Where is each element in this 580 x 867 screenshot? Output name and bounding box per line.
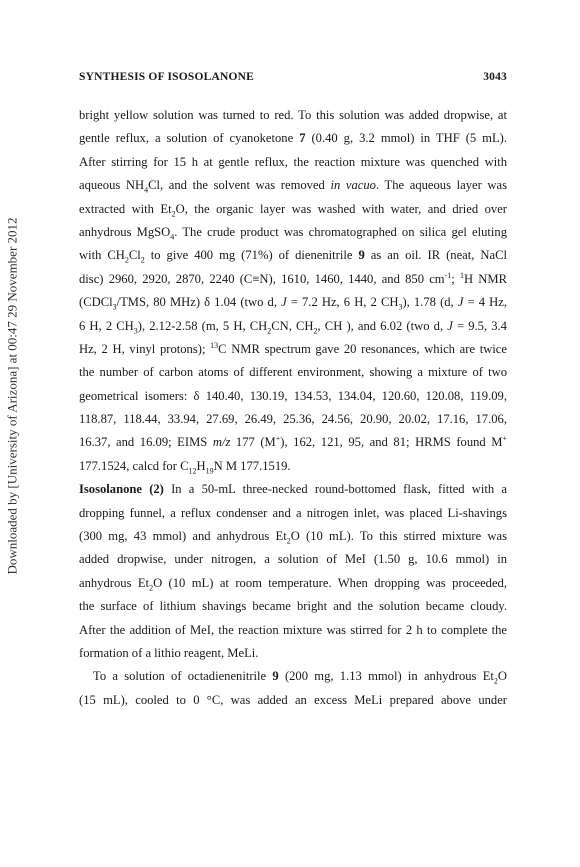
text-line: the surface of lithium shavings became bright and the solution became cloudy. <box>79 599 507 614</box>
text-line: After stirring for 15 h at gentle reflux, the reaction mixture was quenched with <box>79 154 507 169</box>
download-notice <box>6 176 20 616</box>
text-line: geometrical isomers: δ 140.40, 130.19, 134.53, 134.04, 120.60, 120.08, 119.09, <box>79 388 507 403</box>
text-line: Hz, 2 H, vinyl protons); $^{13}$C NMR spectrum gave 20 resonances, which are twice <box>79 340 507 356</box>
compound-ref: 7 <box>299 131 306 146</box>
text-line: anhydrous $Et_2O$ (10 mL) at room temperature. When dropping was proceeded, <box>79 575 507 593</box>
text-line: dropping funnel, a reflux condenser and a nitrogen inlet, was placed Li-shavings <box>79 505 507 520</box>
text-line: formation of a lithio reagent, MeLi. <box>79 645 259 660</box>
text-line: disc) 2960, 2920, 2870, 2240 (C≡N), 1610, 1460, 1440, and 850 $cm^{-1}$; $^1$H NMR <box>79 270 507 286</box>
text-line: Isosolanone (2) In a 50-mL three-necked round-bottomed flask, fitted with a <box>79 482 507 497</box>
text-line: To a solution of octadienenitrile 9 (200 mg, 1.13 mmol) in anhydrous $Et_2O$ <box>93 669 507 686</box>
text-line: gentle reflux, a solution of cyanoketone 7 (0.40 g, 3.2 mmol) in THF (5 mL). <box>79 131 508 146</box>
text-line: 6 H, 2 $CH_3$), 2.12-2.58 (m, 5 H, $CH_2CN$, $CH_2$, CH ), and 6.02 (two d, J = 9.5, 3.4 <box>79 318 507 336</box>
text-line: 118.87, 118.44, 33.94, 27.69, 26.49, 25.36, 24.56, 20.90, 20.02, 17.16, 17.06, <box>79 412 507 427</box>
running-header <box>79 71 507 83</box>
text-line: (300 mg, 43 mmol) and anhydrous $Et_2O$ (10 mL). To this stirred mixture was <box>79 529 508 546</box>
text-line: After the addition of MeI, the reaction mixture was stirred for 2 h to complete the <box>79 622 507 637</box>
text-line: added dropwise, under nitrogen, a solution of MeI (1.50 g, 10.6 mmol) in <box>79 552 507 567</box>
text-line: the number of carbon atoms of different environment, showing a mixture of two <box>79 365 507 380</box>
page-number: 3043 <box>483 71 507 83</box>
compound-ref: 9 <box>272 669 279 684</box>
text-line: anhydrous MgSO$_4$. The crude product was chromatographed on silica gel eluting <box>79 224 507 242</box>
text-line: 16.37, and 16.09; EIMS m/z 177 (M+), 162, 121, 95, and 81; HRMS found M+ <box>79 434 507 450</box>
section-heading: Isosolanone (2) <box>79 482 164 497</box>
download-notice-text: Downloaded by [University of Arizona] at 00:47 29 November 2012 <box>5 217 20 575</box>
compound-ref: 9 <box>358 248 365 263</box>
text-line: extracted with $Et_2O$, the organic layer was washed with water, and dried over <box>79 201 508 219</box>
text-line: with $CH_2Cl_2$ to give 400 mg (71%) of dienenitrile 9 as an oil. IR (neat, NaCl <box>79 248 507 265</box>
body-text <box>79 104 507 712</box>
text-line: 177.1524, calcd for $C_{12}H_{19}N$ M 177.1519. <box>79 458 291 476</box>
text-line: aqueous $NH_4Cl$, and the solvent was removed in vacuo. The aqueous layer was <box>79 178 508 195</box>
running-title: SYNTHESIS OF ISOSOLANONE <box>79 71 255 83</box>
text-line: (CDCl$_3$/TMS, 80 MHz) δ 1.04 (two d, J = 7.2 Hz, 6 H, 2 $CH_3$), 1.78 (d, J = 4 Hz, <box>79 295 507 312</box>
text-line: (15 mL), cooled to 0 °C, was added an excess MeLi prepared above under <box>79 692 507 707</box>
text-line: bright yellow solution was turned to red. To this solution was added dropwise, at <box>79 108 507 122</box>
